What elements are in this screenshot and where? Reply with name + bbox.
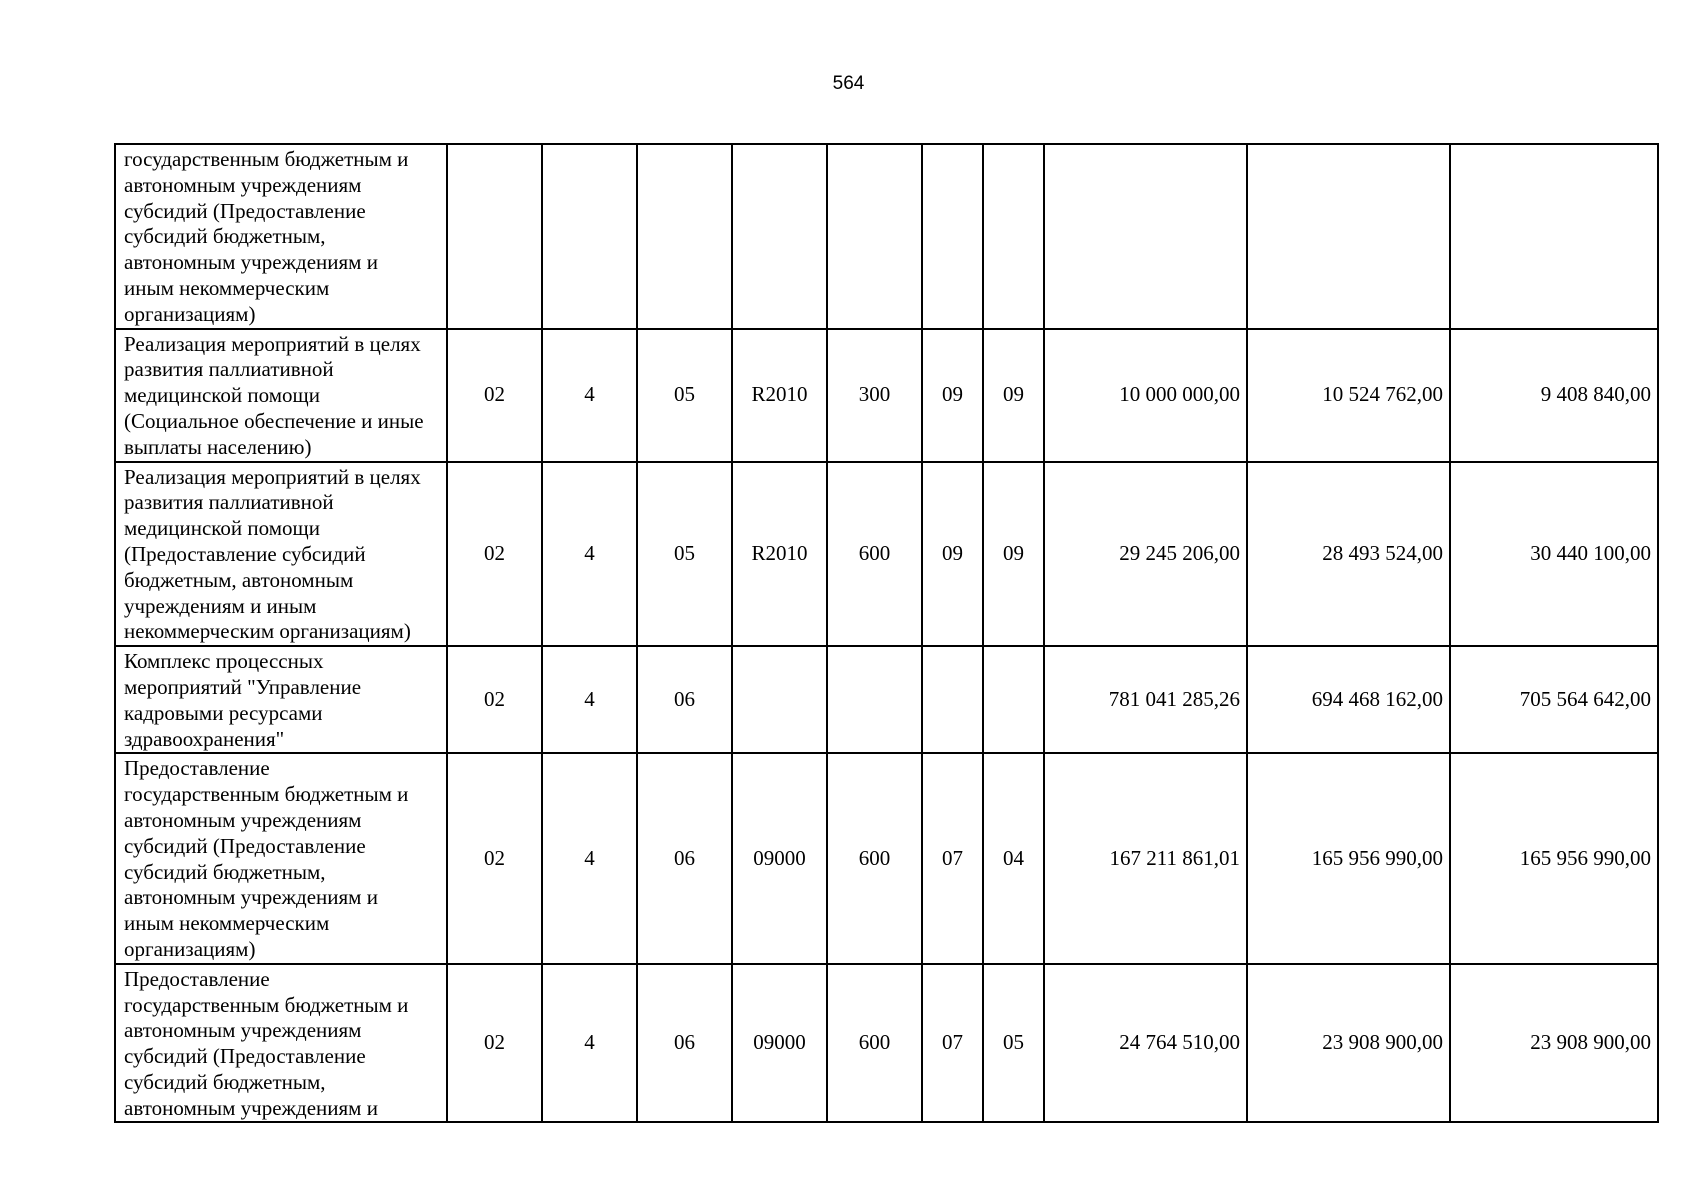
amount-3: 165 956 990,00: [1450, 753, 1658, 963]
direction-code: [732, 646, 827, 753]
subsection-code: 04: [983, 753, 1044, 963]
row-description: [115, 329, 447, 462]
direction-code: 09000: [732, 753, 827, 963]
description-line: государственным бюджетным и: [124, 147, 409, 171]
table-row: [115, 329, 1658, 462]
page-number: 564: [832, 73, 865, 94]
amount-2: 28 493 524,00: [1247, 462, 1450, 647]
amount-3: 9 408 840,00: [1450, 329, 1658, 462]
amount-1: 24 764 510,00: [1044, 964, 1247, 1123]
description-line: государственным бюджетным и: [124, 782, 409, 807]
expense-type-code: [827, 646, 922, 753]
amount-1: [1044, 144, 1247, 329]
description-line: кадровыми ресурсами: [124, 700, 323, 725]
expense-type-code: 600: [827, 964, 922, 1123]
direction-code: [732, 144, 827, 329]
table-row: [115, 646, 1658, 753]
row-description: [115, 753, 447, 963]
table-row: [115, 964, 1658, 1123]
measure-code: [637, 144, 732, 329]
description-line: субсидий (Предоставление: [124, 1044, 366, 1069]
description-line: автономным учреждениям: [124, 807, 362, 832]
description-line: развития паллиативной: [124, 357, 334, 382]
measure-code: 05: [637, 462, 732, 647]
table-row: [115, 753, 1658, 963]
description-line: государственным бюджетным и: [124, 992, 409, 1017]
section-code: [922, 144, 983, 329]
description-line: Реализация мероприятий в целях: [124, 464, 421, 489]
description-line: организациям): [124, 301, 256, 326]
description-line: Реализация мероприятий в целях: [124, 331, 421, 356]
description-line: Предоставление: [124, 966, 270, 991]
description-line: (Предоставление субсидий: [124, 541, 366, 566]
amount-2: 694 468 162,00: [1247, 646, 1450, 753]
measure-code: 05: [637, 329, 732, 462]
description-line: иным некоммерческим: [124, 275, 330, 300]
program-code: 02: [447, 964, 542, 1123]
description-line: медицинской помощи: [124, 383, 320, 408]
description-line: субсидий бюджетным,: [124, 224, 326, 249]
direction-code: 09000: [732, 964, 827, 1123]
subsection-code: 09: [983, 462, 1044, 647]
row-description: [115, 964, 447, 1123]
expense-type-code: 300: [827, 329, 922, 462]
subsection-code: [983, 646, 1044, 753]
description-line: организациям): [124, 936, 256, 961]
direction-code: R2010: [732, 329, 827, 462]
description-line: бюджетным, автономным: [124, 567, 354, 592]
description-line: субсидий (Предоставление: [124, 198, 366, 223]
program-code: 02: [447, 462, 542, 647]
budget-table: [114, 143, 1659, 1123]
subprogram-code: 4: [542, 964, 637, 1123]
section-code: 09: [922, 462, 983, 647]
amount-2: 23 908 900,00: [1247, 964, 1450, 1123]
expense-type-code: 600: [827, 462, 922, 647]
description-line: автономным учреждениям и: [124, 250, 378, 275]
description-line: (Социальное обеспечение и иные: [124, 408, 424, 433]
description-line: автономным учреждениям и: [124, 885, 378, 910]
amount-1: 167 211 861,01: [1044, 753, 1247, 963]
description-line: Комплекс процессных: [124, 649, 324, 674]
description-line: автономным учреждениям: [124, 172, 362, 197]
description-line: некоммерческим организациям): [124, 619, 411, 644]
description-line: здравоохранения": [124, 726, 285, 751]
program-code: 02: [447, 329, 542, 462]
subprogram-code: 4: [542, 753, 637, 963]
amount-3: 705 564 642,00: [1450, 646, 1658, 753]
expense-type-code: 600: [827, 753, 922, 963]
section-code: 09: [922, 329, 983, 462]
description-line: выплаты населению): [124, 434, 312, 459]
table-row: [115, 144, 1658, 329]
subprogram-code: [542, 144, 637, 329]
description-line: иным некоммерческим: [124, 911, 330, 936]
subprogram-code: 4: [542, 462, 637, 647]
program-code: 02: [447, 753, 542, 963]
program-code: 02: [447, 646, 542, 753]
description-line: субсидий бюджетным,: [124, 859, 326, 884]
row-description: [115, 144, 447, 329]
direction-code: R2010: [732, 462, 827, 647]
amount-3: [1450, 144, 1658, 329]
amount-1: 10 000 000,00: [1044, 329, 1247, 462]
subsection-code: [983, 144, 1044, 329]
subprogram-code: 4: [542, 329, 637, 462]
program-code: [447, 144, 542, 329]
amount-1: 29 245 206,00: [1044, 462, 1247, 647]
amount-2: 10 524 762,00: [1247, 329, 1450, 462]
description-line: медицинской помощи: [124, 516, 320, 541]
subprogram-code: 4: [542, 646, 637, 753]
description-line: субсидий бюджетным,: [124, 1069, 326, 1094]
measure-code: 06: [637, 964, 732, 1123]
measure-code: 06: [637, 646, 732, 753]
description-line: автономным учреждениям и: [124, 1095, 378, 1120]
description-line: учреждениям и иным: [124, 593, 317, 618]
table-row: [115, 462, 1658, 647]
description-line: Предоставление: [124, 756, 270, 781]
amount-3: 23 908 900,00: [1450, 964, 1658, 1123]
description-line: субсидий (Предоставление: [124, 833, 366, 858]
section-code: 07: [922, 964, 983, 1123]
section-code: 07: [922, 753, 983, 963]
measure-code: 06: [637, 753, 732, 963]
expense-type-code: [827, 144, 922, 329]
row-description: [115, 646, 447, 753]
section-code: [922, 646, 983, 753]
amount-1: 781 041 285,26: [1044, 646, 1247, 753]
amount-2: 165 956 990,00: [1247, 753, 1450, 963]
subsection-code: 09: [983, 329, 1044, 462]
description-line: автономным учреждениям: [124, 1018, 362, 1043]
amount-3: 30 440 100,00: [1450, 462, 1658, 647]
subsection-code: 05: [983, 964, 1044, 1123]
amount-2: [1247, 144, 1450, 329]
description-line: мероприятий "Управление: [124, 674, 362, 699]
description-line: развития паллиативной: [124, 490, 334, 515]
row-description: [115, 462, 447, 647]
